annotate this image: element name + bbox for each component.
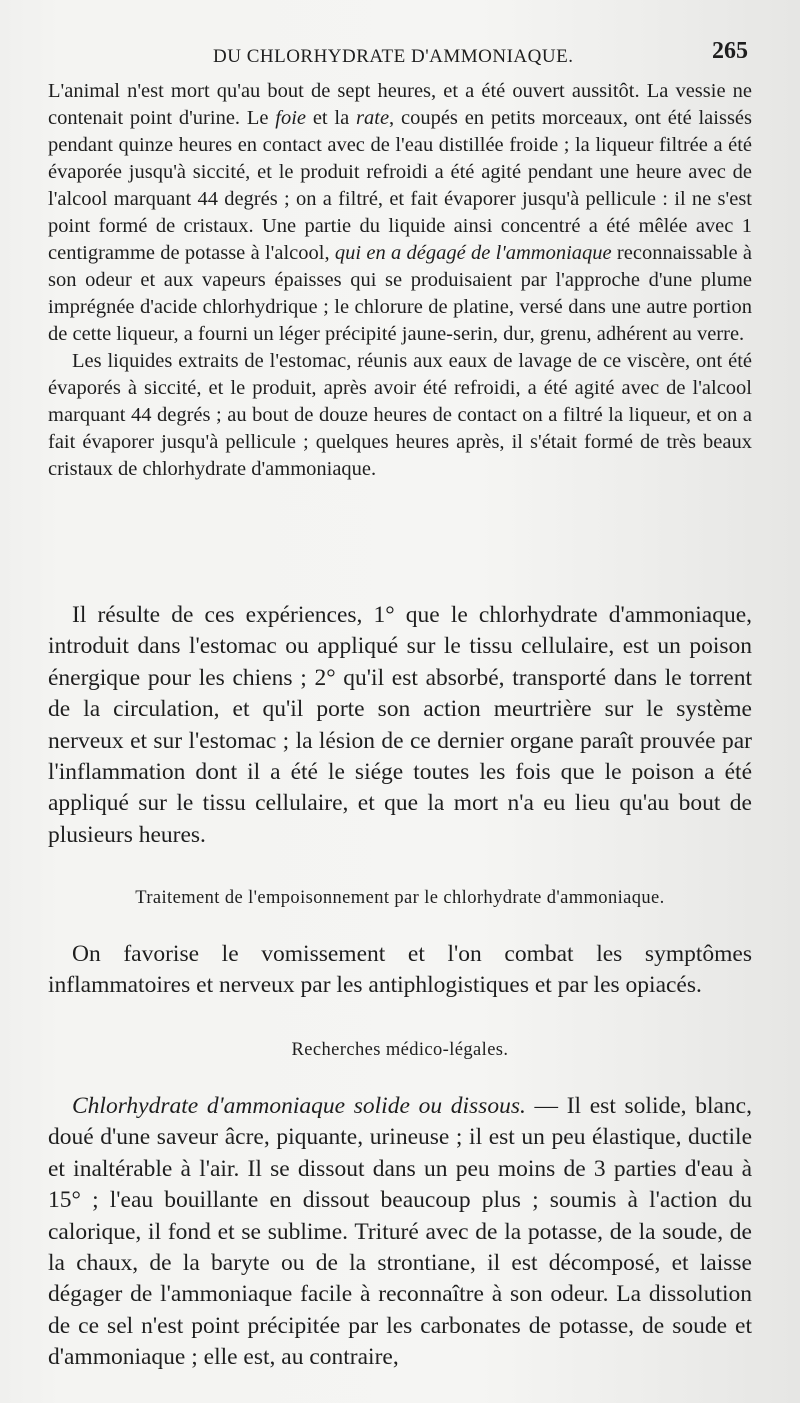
- paragraph-stomach-liquids: Les liquides extraits de l'estomac, réunis aux eaux de lavage de ce viscère, ont été évaporés à siccité, et le produit, après avoir été refroidi, a été agité avec de l'alcool marquant 44 degrés ; au bout de douze heures de contact on a filtré la liqueur, et on a fait évaporer jusqu'à pellicule ; quelques heures après, il s'était formé de très beaux cristaux de chlorhydrate d'ammoniaque.: [48, 350, 752, 480]
- italic-ammoniaque-phrase: qui en a dégagé de l'ammoniaque: [334, 242, 612, 264]
- paragraph-conclusion: Il résulte de ces expériences, 1° que le chlorhydrate d'ammoniaque, introduit dans l'estomac ou appliqué sur le tissu cellulaire, est un poison énergique pour les chiens ; 2° qu'il est absorbé, transporté dans le torrent de la circulation, et qu'il porte son action meurtrière sur le système nerveux et sur l'estomac ; la lésion de ce dernier organe paraît prouvée par l'inflammation dont il a été le siége toutes les fois que le poison a été appliqué sur le tissu cellulaire, et que la mort n'a eu lieu qu'au bout de plusieurs heures.: [48, 602, 752, 848]
- section-heading-traitement: Traitement de l'empoisonnement par le chlorhydrate d'ammoniaque.: [135, 888, 665, 908]
- text-run: reconnaissable à son odeur et aux vapeurs épaisses qui se produisaient par l'approche d'une plume imprégnée d'acide chlorhydrique ; le chlorure de platine, versé dans une autre portion de cette liqueur, a fourni un léger précipité jaune-serin, dur, grenu, adhérent au verre.: [48, 242, 752, 345]
- recherches-block: [48, 1091, 752, 1374]
- italic-foie: foie: [275, 107, 307, 129]
- subhead-chlorhydrate: Chlorhydrate d'ammoniaque solide ou dissous.: [72, 1093, 526, 1119]
- conclusion-block: [48, 600, 752, 851]
- running-title: DU CHLORHYDRATE D'AMMONIAQUE.: [213, 46, 574, 67]
- experiment-text: [48, 78, 752, 483]
- paragraph-autopsy: [48, 78, 752, 348]
- paragraph-traitement: On favorise le vomissement et l'on combat les symptômes inflammatoires et nerveux par les antiphlogistiques et par les opiacés.: [48, 941, 752, 999]
- page-header: [0, 38, 800, 72]
- text-run: , coupés en petits morceaux, ont été laissés pendant quinze heures en contact avec de l'eau distillée froide ; la liqueur filtrée a été évaporée jusqu'à siccité, et le produit refroidi a été agité pendant une heure avec de l'alcool marquant 44 degrés ; on a filtré, et fait évaporer jusqu'à pellicule : il ne s'est point formé de cristaux. Une partie du liquide ainsi concentré a été mêlée avec 1 centigramme de potasse à l'alcool,: [48, 107, 752, 264]
- text-run: et la: [306, 107, 357, 129]
- text-run: L'animal n'est mort qu'au bout de sept heures, et a été ouvert aussitôt. La vessie ne contenait point d'urine. Le: [48, 80, 752, 129]
- traitement-block: [48, 939, 752, 1002]
- paragraph-recherches: [48, 1091, 752, 1374]
- page-number: 265: [712, 38, 748, 64]
- section-heading-recherches: Recherches médico-légales.: [291, 1040, 509, 1060]
- italic-rate: rate: [356, 107, 390, 129]
- text-run: — Il est solide, blanc, doué d'une saveur âcre, piquante, urineuse ; il est un peu élastique, ductile et inaltérable à l'air. Il se dissout dans un peu moins de 3 parties d'eau à 15° ; l'eau bouillante en dissout beaucoup plus ; soumis à l'action du calorique, il fond et se sublime. Trituré avec de la potasse, de la soude, de la chaux, de la baryte ou de la strontiane, il est décomposé, et laisse dégager de l'ammoniaque facile à reconnaître à son odeur. La dissolution de ce sel n'est point précipitée par les carbonates de potasse, de soude et d'ammoniaque ; elle est, au contraire,: [48, 1093, 752, 1371]
